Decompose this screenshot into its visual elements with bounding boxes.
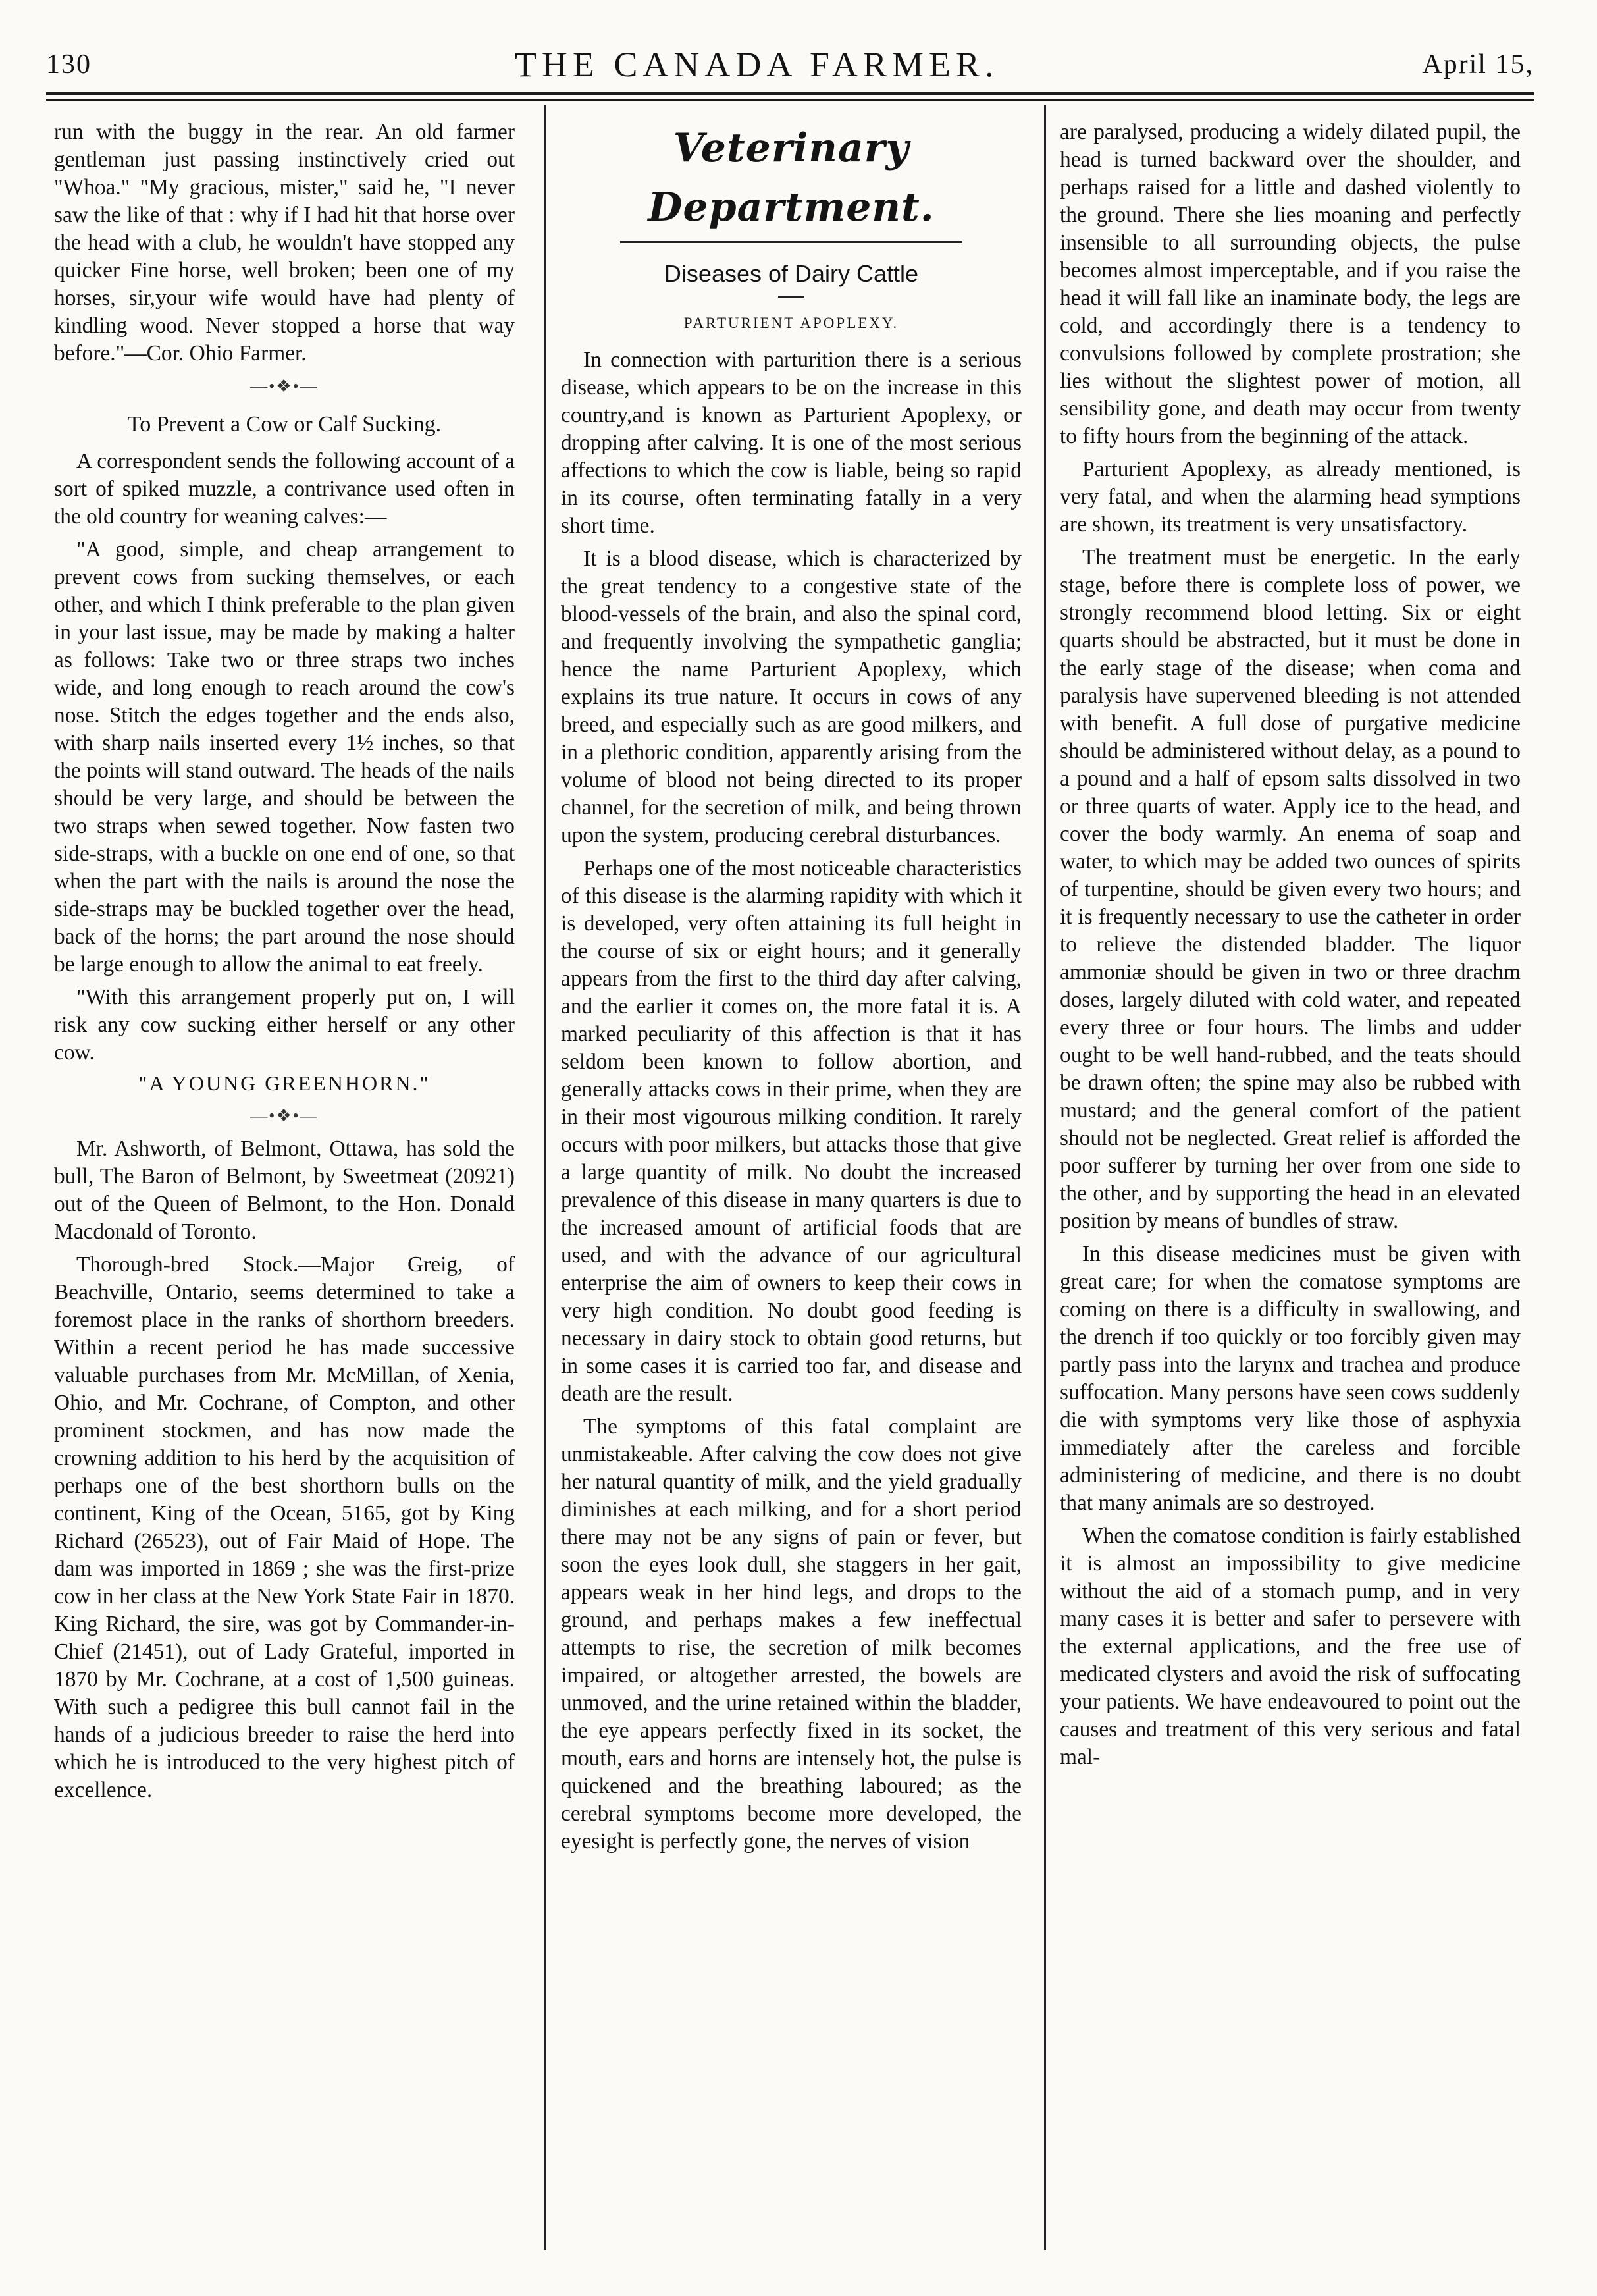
header-rule-thin — [46, 99, 1534, 101]
issue-date: April 15, — [1422, 49, 1534, 80]
ornament-divider: —•❖•— — [250, 377, 319, 396]
column-left — [54, 119, 515, 2245]
column-right — [1060, 119, 1521, 2245]
column-divider-2 — [1044, 105, 1046, 2250]
paragraph: Mr. Ashworth, of Belmont, Ottawa, has sold the bull, The Baron of Belmont, by Sweetmeat (20921) out of the Queen of Belmont, to the Hon. Donald Macdonald of Toronto. — [54, 1136, 515, 1244]
title-dash — [778, 296, 804, 298]
paragraph: The treatment must be energetic. In the early stage, before there is complete loss of power, we strongly recommend blood letting. Six or eight quarts should be abstracted, but it must be done in the early stage of the disease; when coma and paralysis have supervened bleeding is not attended with benefit. A full dose of purgative medicine should be administered without delay, as a pound to a pound and a half of epsom salts dissolved in two or three quarts of water. Apply ice to the head, and cover the body warmly. An enema of soap and water, to which may be added two ounces of spirits of turpentine, should be given every two hours; and it is frequently necessary to use the catheter in order to relieve the distended bladder. The liquor ammoniæ should be given in two or three drachm doses, largely diluted with cold water, and repeated every three or four hours. The limbs and udder ought to be well hand-rubbed, and the teats should be drawn often; the spine may also be rubbed with mustard; and the general comfort of the patient should not be neglected. Great relief is afforded the poor sufferer by turning her over from one side to the other, and by supporting the head in an elevated position by means of bundles of straw. — [1060, 545, 1521, 1233]
ornament-divider: —•❖•— — [250, 1106, 319, 1125]
paragraph: are paralysed, producing a widely dilated pupil, the head is turned backward over the shoulder, and perhaps raised for a little and dashed violently to the ground. There she lies moaning and perfectly insensible to all surrounding objects, the pulse becomes almost imperceptable, and if you raise the head it will fall like an inaminate body, the legs are cold, and accordingly there is a tendency to convulsions followed by complete prostration; she lies without the slightest power of motion, all sensibility gone, and death may occur from twenty to fifty hours from the beginning of the attack. — [1060, 120, 1521, 448]
paragraph: Parturient Apoplexy, as already mentioned, is very fatal, and when the alarming head symptions are shown, its treatment is very unsatisfactory. — [1060, 457, 1521, 537]
paragraph: "A good, simple, and cheap arrangement to prevent cows from sucking themselves, or each other, and which I think preferable to the plan given in your last issue, may be made by making a halter as follows: Take two or three straps two inches wide, and long enough to reach around the cow's nose. Stitch the edges together and the ends also, with sharp nails inserted every 1½ inches, so that the points will stand outward. The heads of the nails should be very large, and should be between the two straps when sewed together. Now fasten two side-straps, with a buckle on one end of one, so that when the part with the nails is around the nose the side-straps may be buckled together over the head, back of the horns; the part around the nose should be large enough to allow the animal to eat freely. — [54, 537, 515, 976]
header-rule-thick — [46, 92, 1534, 95]
paragraph: Perhaps one of the most noticeable characteristics of this disease is the alarming rapidity with which it is developed, very often attaining its full height in the course of six or eight hours; and it generally appears from the first to the third day after calving, and the earlier it comes on, the more fatal it is. A marked peculiarity of this affection is that it has seldom been known to follow abortion, and generally attacks cows in their prime, when they are in their most vigourous milking condition. It rarely occurs with poor milkers, but attacks those that give a large quantity of milk. No doubt the increased prevalence of this disease in many quarters is due to the increased amount of artificial foods that are used, and with the advance of our agricultural enterprise the aim of owners to keep their cows in very high condition. No doubt good feeding is necessary in dairy stock to obtain good returns, but in some cases it is carried too far, and disease and death are the result. — [561, 856, 1022, 1406]
masthead-title: THE CANADA FARMER. — [514, 45, 999, 84]
department-rule — [620, 241, 962, 243]
section-heading: To Prevent a Cow or Calf Sucking. — [127, 412, 442, 437]
article-title: Diseases of Dairy Cattle — [664, 260, 919, 287]
signature: "A YOUNG GREENHORN." — [138, 1071, 431, 1095]
paragraph: "With this arrangement properly put on, I will risk any cow sucking either herself or any other cow. — [54, 985, 515, 1065]
paragraph: run with the buggy in the rear. An old farmer gentleman just passing instinctively cried out "Whoa." "My gracious, mister," said he, "I never saw the like of that : why if I had hit that horse over the head with a club, he wouldn't have stopped any quicker Fine horse, well broken; been one of my horses, sir,your wife would have had plenty of kindling wood. Never stopped a horse that way before."—Cor. Ohio Farmer. — [54, 120, 515, 365]
page-header — [46, 38, 1534, 91]
paragraph: In this disease medicines must be given with great care; for when the comatose symptoms are coming on there is a difficulty in swallowing, and the drench if too quickly or too forcibly given may partly pass into the larynx and trachea and produce suffocation. Many persons have seen cows suddenly die with symptoms very like those of asphyxia immediately after the careless and forcible administering of medicine, and there is no doubt that many animals are so destroyed. — [1060, 1242, 1521, 1515]
paragraph: It is a blood disease, which is characterized by the great tendency to a congestive state of the blood-vessels of the brain, and also the spinal cord, and frequently involving the sympathetic ganglia; hence the name Parturient Apoplexy, which explains its true nature. It occurs in cows of any breed, and especially such as are good milkers, and in a plethoric condition, apparently arising from the volume of blood not being directed to its proper channel, for the secretion of milk, and being thrown upon the system, producing cerebral disturbances. — [561, 547, 1022, 847]
paragraph: The symptoms of this fatal complaint are unmistakeable. After calving the cow does not give her natural quantity of milk, and the yield gradually diminishes at each milking, and for a short period there may not be any signs of pain or fever, but soon the eyes look dull, she staggers in her gait, appears weak in her hind legs, and drops to the ground, and perhaps makes a few ineffectual attempts to rise, the secretion of milk becomes impaired, or altogether arrested, the bowels are unmoved, and the urine retained within the bladder, the eye appears perfectly fixed in its socket, the mouth, ears and horns are intensely hot, the pulse is quickened and the breathing laboured; as the cerebral symptoms become more developed, the eyesight is perfectly gone, the nerves of vision — [561, 1414, 1022, 1854]
paragraph: A correspondent sends the following account of a sort of spiked muzzle, a contrivance used often in the old country for weaning calves:— — [54, 449, 515, 529]
column-middle — [561, 119, 1022, 2245]
paragraph: In connection with parturition there is a serious disease, which appears to be on the increase in this country,and is known as Parturient Apoplexy, or dropping after calving. It is one of the most serious affections to which the cow is liable, being so rapid in its course, often terminating fatally in a very short time. — [561, 348, 1022, 538]
paragraph: When the comatose condition is fairly established it is almost an impossibility to give medicine without the aid of a stomach pump, and in very many cases it is better and safer to persevere with the external applications, and the free use of medicated clysters and avoid the risk of suffocating your patients. We have endeavoured to point out the causes and treatment of this very serious and fatal mal- — [1060, 1524, 1521, 1769]
column-divider-1 — [544, 105, 546, 2250]
department-title: Veterinary Department. — [648, 125, 935, 230]
paragraph: Thorough-bred Stock.—Major Greig, of Beachville, Ontario, seems determined to take a foremost place in the ranks of shorthorn breeders. Within a recent period he has made successive valuable purchases from Mr. McMillan, of Xenia, Ohio, and Mr. Cochrane, of Compton, and other prominent stockmen, and has now made the crowning addition to his herd by the acquisition of perhaps one of the best shorthorn bulls on the continent, King of the Ocean, 5165, got by King Richard (26523), out of Fair Maid of Hope. The dam was imported in 1869 ; she was the first-prize cow in her class at the New York State Fair in 1870. King Richard, the sire, was got by Commander-in-Chief (21451), out of Lady Grateful, imported in 1870 by Mr. Cochrane, at a cost of 1,500 guineas. With such a pedigree this bull cannot fail in the hands of a judicious breeder to raise the herd into which he is introduced to the very highest pitch of excellence. — [54, 1252, 515, 1802]
page-number: 130 — [46, 49, 92, 80]
article-subhead: PARTURIENT APOPLEXY. — [683, 315, 899, 331]
